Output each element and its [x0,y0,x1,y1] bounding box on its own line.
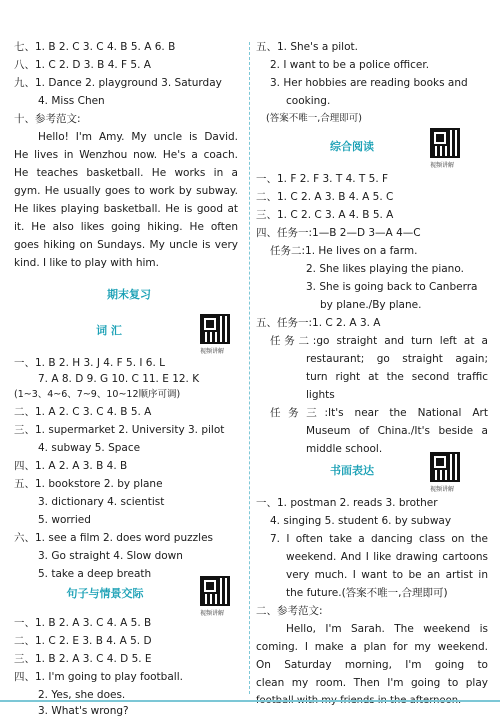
essay-line: coming. I make a plan for my weekend. [256,641,488,653]
answer-line: restaurant; go straight again; [306,353,488,365]
section-title-final-review: 期末复习 [107,288,151,301]
answer-line: 五、任务一:1. C 2. A 3. A [256,317,381,329]
answer-line: 3. dictionary 4. scientist [38,496,165,508]
answer-line: 3. What's wrong? [38,705,129,717]
answer-line: 一、1. B 2. A 3. C 4. A 5. B [14,617,152,629]
qr-caption: 视频讲解 [430,486,455,493]
answer-line: 5. worried [38,514,91,526]
essay-line: kind. I like to play with him. [14,257,159,269]
answer-line: 任务三:It's near the National Art [270,407,488,419]
essay-line: On Saturday morning, I'm going to [256,659,488,671]
answer-line: 3. Go straight 4. Slow down [38,550,183,562]
qr-caption: 视频讲解 [430,162,455,169]
answer-line: 2. Yes, she does. [38,689,126,701]
answer-line: 四、1. I'm going to play football. [14,671,183,683]
essay-line: goes hiking on Sundays. My uncle is very [14,239,238,251]
qr-code-icon[interactable] [430,128,460,158]
essay-line: it. He also likes going hiking. He often [14,221,238,233]
page-footer-rule [0,700,500,710]
answer-line: 任务二:1. He lives on a farm. [270,245,418,257]
answer-line: 四、任务一:1—B 2—D 3—A 4—C [256,227,421,239]
essay-line: clean my room. Then I'm going to play [256,677,488,689]
answer-line: 四、1. A 2. A 3. B 4. B [14,460,128,472]
answer-line: 二、1. A 2. C 3. C 4. B 5. A [14,406,152,418]
answer-line: 4. Miss Chen [38,95,105,107]
essay-line: He likes playing basketball. He is good at [14,203,238,215]
essay-line: He lives in Wenzhou now. He's a coach. [14,149,238,161]
answer-line: 六、1. see a film 2. does word puzzles [14,532,214,544]
answer-line: 一、1. F 2. F 3. T 4. T 5. F [256,173,389,185]
section-title-writing: 书面表达 [330,464,374,477]
answer-note: (答案不唯一,合理即可) [266,113,362,124]
essay-line: football with my friends in the afternoon. [256,695,462,706]
answer-line: lights [306,389,335,401]
answer-line: by plane./By plane. [320,299,422,311]
answer-note: (1~3、4~6、7~9、10~12顺序可调) [14,389,181,400]
answer-line: 3. She is going back to Canberra [306,281,478,293]
answer-line: 三、1. supermarket 2. University 3. pilot [14,424,225,436]
qr-caption: 视频讲解 [200,610,225,617]
answer-line: 八、1. C 2. D 3. B 4. F 5. A [14,59,151,71]
essay-line: He teaches basketball. He works in a [14,167,238,179]
qr-code-icon[interactable] [200,314,230,344]
answer-line: 五、1. bookstore 2. by plane [14,478,163,490]
answer-line: 任务二:go straight and turn left at a [270,335,488,347]
answer-line: 2. I want to be a police officer. [270,59,430,71]
qr-code-icon[interactable] [430,452,460,482]
answer-line: 三、1. B 2. A 3. C 4. D 5. E [14,653,152,665]
answer-line: 一、1. B 2. H 3. J 4. F 5. I 6. L [14,357,166,369]
answer-line: Museum of China./It's beside a [306,425,488,437]
section-title-reading: 综合阅读 [330,140,374,153]
essay-line: gym. He usually goes to work by subway. [14,185,238,197]
answer-line: 二、1. C 2. E 3. B 4. A 5. D [14,635,152,647]
left-column [14,0,244,721]
answer-line: 九、1. Dance 2. playground 3. Saturday [14,77,222,89]
answer-line: 三、1. C 2. C 3. A 4. B 5. A [256,209,394,221]
qr-caption: 视频讲解 [200,348,225,355]
answer-line: 十、参考范文: [14,113,81,125]
answer-line: weekend. And I like drawing cartoons [286,551,488,563]
essay-line: Hello! I'm Amy. My uncle is David. [38,131,238,143]
essay-line: Hello, I'm Sarah. The weekend is [286,623,488,635]
answer-line: 五、1. She's a pilot. [256,41,358,53]
section-title-sentences: 句子与情景交际 [66,587,144,600]
answer-line: turn right at the second traffic [306,371,488,383]
answer-line: 一、1. postman 2. reads 3. brother [256,497,438,509]
answer-line: middle school. [306,443,383,455]
answer-line: 5. take a deep breath [38,568,152,580]
answer-line: very much. I want to be an artist in [286,569,488,581]
answer-line: 7. I often take a dancing class on the [270,533,488,545]
qr-code-icon[interactable] [200,576,230,606]
answer-line: 2. She likes playing the piano. [306,263,464,275]
answer-line: 二、1. C 2. A 3. B 4. A 5. C [256,191,394,203]
answer-line: 4. singing 5. student 6. by subway [270,515,452,527]
answer-line: 二、参考范文: [256,605,323,617]
answer-line: the future.(答案不唯一,合理即可) [286,587,448,599]
answer-line: cooking. [286,95,331,107]
answer-line: 七、1. B 2. C 3. C 4. B 5. A 6. B [14,41,176,53]
right-column [256,0,488,721]
answer-line: 3. Her hobbies are reading books and [270,77,468,89]
answer-line: 7. A 8. D 9. G 10. C 11. E 12. K [38,373,200,385]
answer-line: 4. subway 5. Space [38,442,141,454]
section-title-vocabulary: 词 汇 [96,324,122,337]
